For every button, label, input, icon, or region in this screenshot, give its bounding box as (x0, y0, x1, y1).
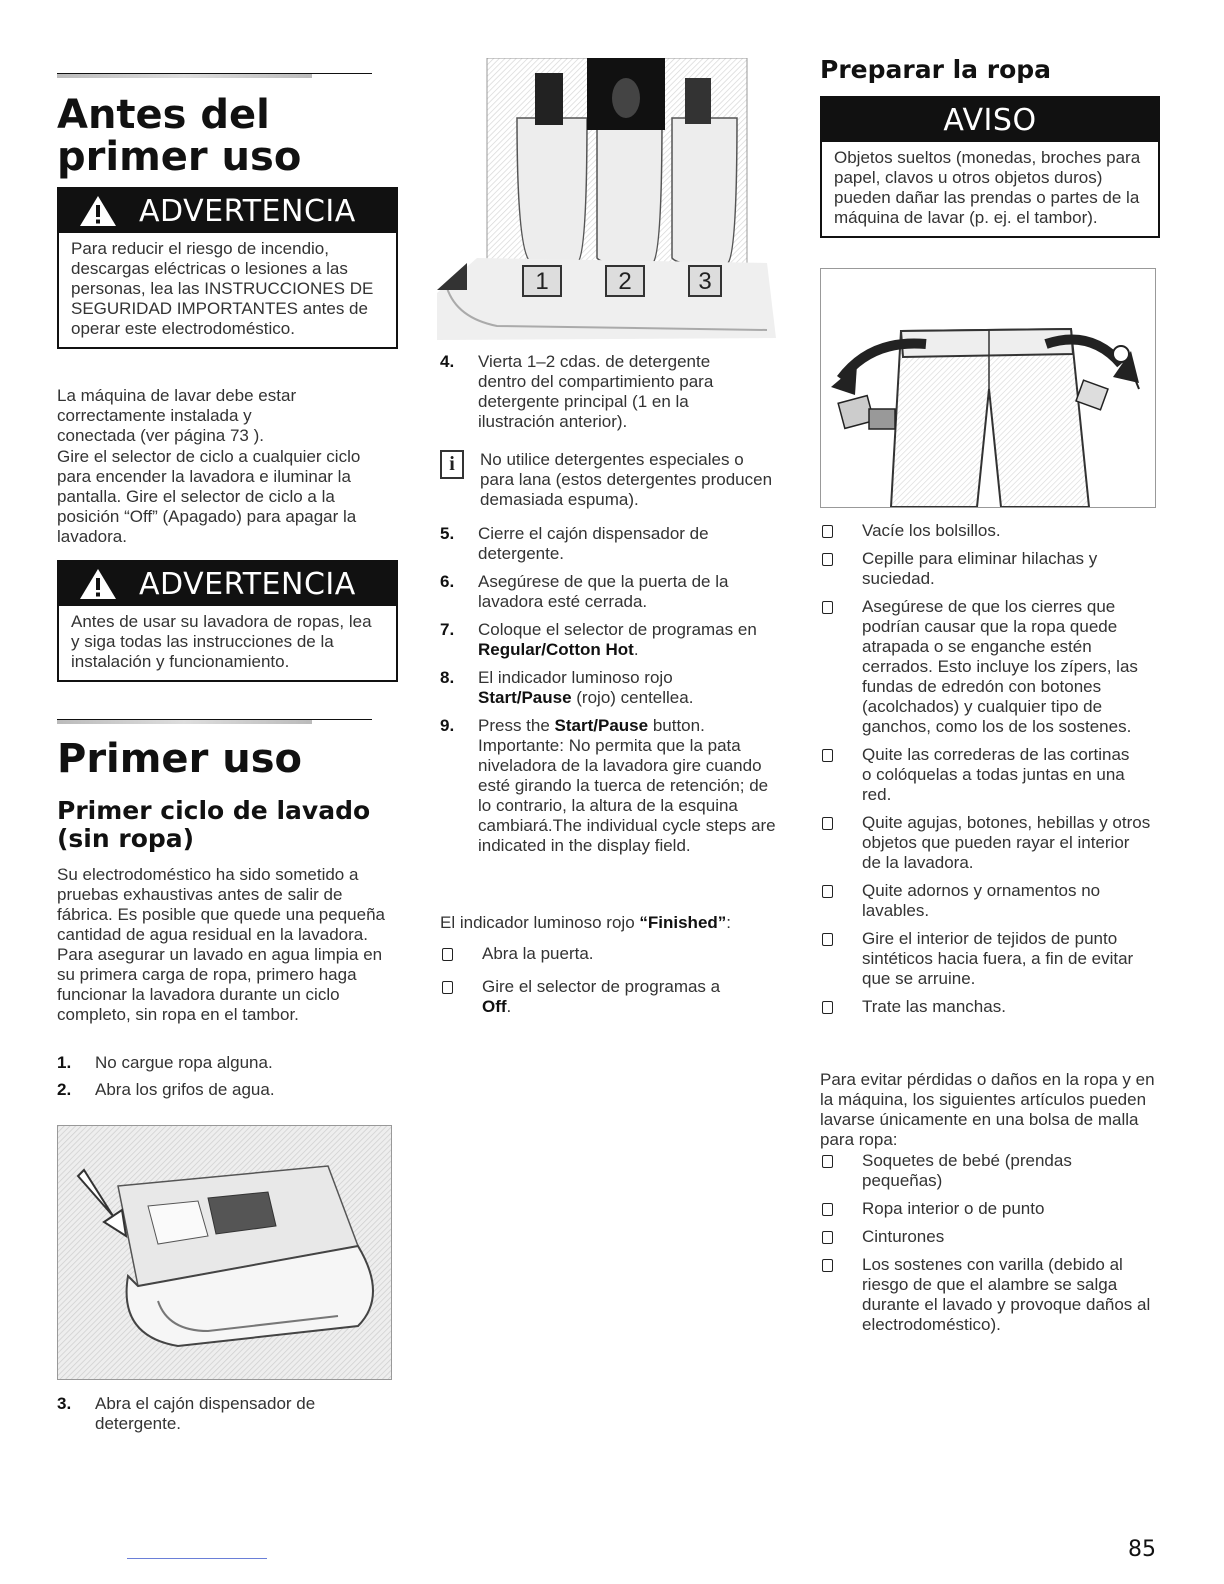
list-item: 5. Cierre el cajón dispensador de detergente. (440, 524, 709, 563)
checkbox-icon (822, 817, 833, 830)
list-item: Cepille para eliminar hilachas y suciedad. (820, 549, 1156, 589)
notice-text: Objetos sueltos (monedas, broches para papel, clavos u otros objetos duros) pueden dañar las prendas o partes de la máquina de lavar (p. ej. el tambor). (834, 148, 1141, 227)
mesh-bag-checklist (820, 1151, 1156, 1342)
finished-checklist (440, 944, 780, 1024)
dispenser-drawing (437, 58, 776, 340)
warning-box-2 (57, 560, 398, 682)
list-item: Gire el selector de programas a Off. (440, 977, 780, 1017)
list-item: Asegúrese de que los cierres que podrían causar que la ropa quede atrapada o se enganche estén cerrados. Esto incluye los zípers, las fundas de edredón con botones (acolchados) y cualquier tipo de ganchos, como los de los sostenes. (820, 597, 1156, 737)
list-item: 9. Press the Start/Pause button. Importante: No permita que la pata niveladora de la lavadora gire cuando esté girando la tuerca de retención; de lo contrario, la altura de la esquina cambiará.The individual cycle steps are indicated in the display field. (440, 716, 776, 855)
mesh-bag-paragraph: Para evitar pérdidas o daños en la ropa y en la máquina, los siguientes artículos pueden lavarse únicamente en una bolsa de malla para ropa: (820, 1070, 1155, 1149)
notice-label: AVISO (943, 102, 1037, 138)
warning-header (59, 189, 396, 233)
section-title-antes: Antes del primer uso (57, 92, 302, 180)
list-item: Gire el interior de tejidos de punto sintéticos hacia fuera, a fin de evitar que se arruine. (820, 929, 1156, 989)
list-item: Vacíe los bolsillos. (820, 521, 1156, 541)
selector-paragraph: Gire el selector de ciclo a cualquier ciclo para encender la lavadora e iluminar la pantalla. Gire el selector de ciclo a la posición “Off” (Apagado) para apagar la lavadora. (57, 447, 361, 546)
list-item: 6. Asegúrese de que la puerta de la lavadora esté cerrada. (440, 572, 729, 611)
warning-label: ADVERTENCIA (139, 566, 356, 602)
compartment-label-1 (523, 266, 561, 296)
steps-list-4 (440, 524, 780, 863)
empty-pockets-illustration (820, 268, 1156, 508)
checkbox-icon (822, 1155, 833, 1168)
list-item: Los sostenes con varilla (debido al riesgo de que el alambre se salga durante el lavado y provoque daños al electrodoméstico). (820, 1255, 1156, 1335)
warning-triangle-icon (79, 568, 117, 600)
checkbox-icon (822, 601, 833, 614)
warning-triangle-icon (79, 195, 117, 227)
checkbox-icon (822, 525, 833, 538)
list-item: 3. Abra el cajón dispensador de detergente. (57, 1394, 316, 1433)
list-item: Quite agujas, botones, hebillas y otros objetos que pueden rayar el interior de la lavadora. (820, 813, 1156, 873)
drawer-open-illustration (57, 1125, 392, 1380)
list-item: 1. No cargue ropa alguna. (57, 1053, 273, 1072)
steps-list-1 (57, 1053, 394, 1107)
list-item: 4. Vierta 1–2 cdas. de detergente dentro del compartimiento para detergente principal (1 en la ilustración anterior). (440, 352, 714, 431)
footer-rule (127, 1558, 267, 1559)
checkbox-icon (442, 948, 453, 961)
subsection-title: Primer ciclo de lavado (sin ropa) (57, 796, 371, 853)
list-item: Soquetes de bebé (prendas pequeñas) (820, 1151, 1156, 1191)
list-item: Ropa interior o de punto (820, 1199, 1156, 1219)
info-note (440, 450, 780, 510)
warning-box-1 (57, 187, 398, 349)
warning-text: Para reducir el riesgo de incendio, descargas eléctricas o lesiones a las personas, lea las INSTRUCCIONES DE SEGURIDAD IMPORTANTES antes de operar este electrodoméstico. (71, 239, 374, 338)
list-item: 7. Coloque el selector de programas en Regular/Cotton Hot. (440, 620, 757, 659)
warning-label: ADVERTENCIA (139, 193, 356, 229)
section-rule (57, 719, 372, 720)
checkbox-icon (822, 553, 833, 566)
install-paragraph: La máquina de lavar debe estar correctamente instalada y conectada (ver página 73 ). (57, 386, 297, 445)
checkbox-icon (822, 885, 833, 898)
checkbox-icon (822, 1259, 833, 1272)
list-item: Quite las correderas de las cortinas o colóquelas a todas juntas en una red. (820, 745, 1156, 805)
checkbox-icon (442, 981, 453, 994)
info-icon: i (440, 450, 464, 479)
page-number: 85 (1128, 1537, 1156, 1562)
list-item: 2. Abra los grifos de agua. (57, 1080, 275, 1099)
section-title-preparar: Preparar la ropa (820, 55, 1052, 84)
checkbox-icon (822, 1203, 833, 1216)
compartment-label-3 (689, 266, 721, 296)
info-note-text: No utilice detergentes especiales o para lana (estos detergentes producen demasiada espuma). (480, 450, 773, 509)
prep-checklist (820, 521, 1156, 1024)
checkbox-icon (822, 1001, 833, 1014)
notice-box (820, 96, 1160, 238)
dispenser-compartments-illustration (437, 58, 776, 340)
list-item: Quite adornos y ornamentos no lavables. (820, 881, 1156, 921)
compartment-label-2 (606, 266, 644, 296)
list-item: Abra la puerta. (440, 944, 780, 964)
section-rule (57, 73, 372, 74)
notice-header (822, 98, 1158, 142)
svg-text:2: 2 (618, 268, 632, 295)
pants-drawing (821, 269, 1155, 507)
checkbox-icon (822, 933, 833, 946)
list-item: 8. El indicador luminoso rojo Start/Pause (rojo) centellea. (440, 668, 694, 707)
warning-header (59, 562, 396, 606)
list-item: Cinturones (820, 1227, 1156, 1247)
checkbox-icon (822, 749, 833, 762)
steps-list-3 (440, 352, 780, 439)
first-cycle-paragraph: Su electrodoméstico ha sido sometido a pruebas exhaustivas antes de salir de fábrica. Es posible que quede una pequeña cantidad de agua residual en la lavadora. Para asegurar un lavado en agua limpia en su primera carga de ropa, primero haga funcionar la lavadora durante un ciclo completo, sin ropa en el tambor. (57, 865, 385, 1024)
checkbox-icon (822, 1231, 833, 1244)
svg-text:1: 1 (535, 268, 549, 295)
svg-text:3: 3 (698, 268, 712, 295)
warning-text: Antes de usar su lavadora de ropas, lea y siga todas las instrucciones de la instalación y funcionamiento. (71, 612, 372, 671)
steps-list-2 (57, 1394, 394, 1441)
drawer-open-drawing (58, 1126, 391, 1379)
list-item: Trate las manchas. (820, 997, 1156, 1017)
section-title-primer-uso: Primer uso (57, 736, 302, 782)
finished-indicator-text: El indicador luminoso rojo “Finished”: (440, 913, 732, 932)
